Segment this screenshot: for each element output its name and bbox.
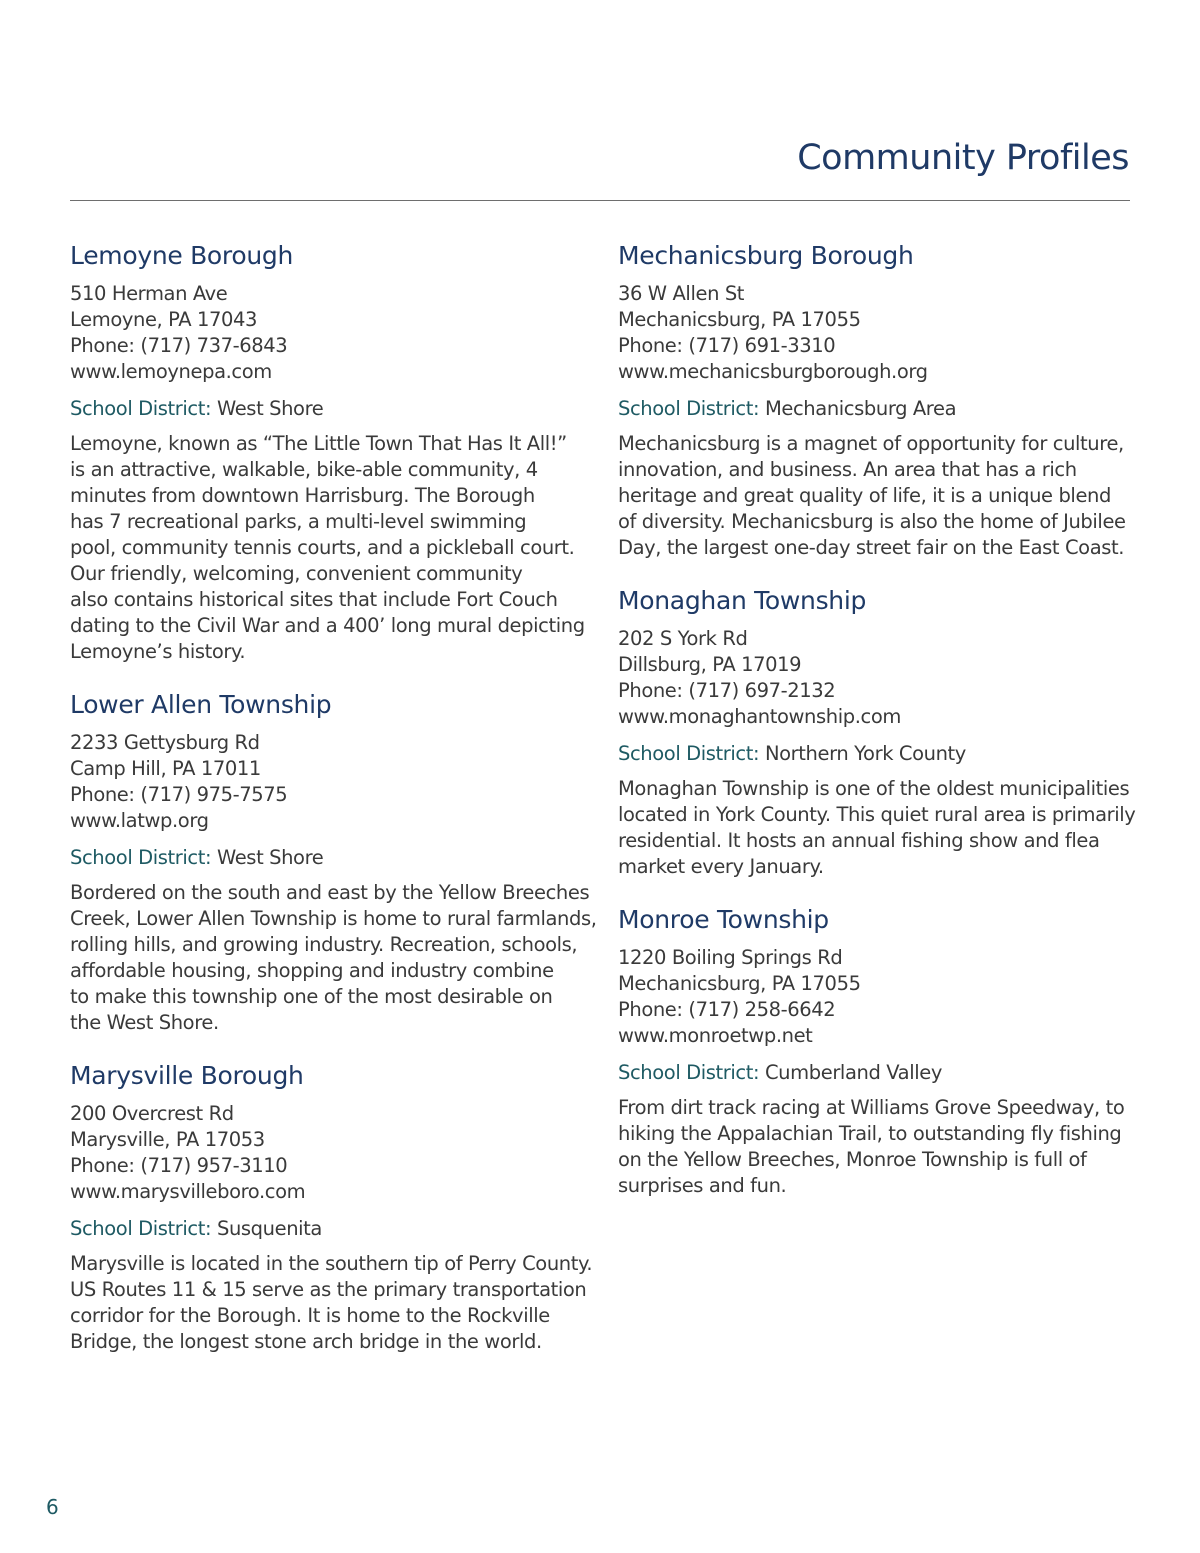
description-line: is an attractive, walkable, bike-able community, 4	[70, 458, 538, 481]
description-line: of diversity. Mechanicsburg is also the home of Jubilee	[618, 510, 1126, 533]
school-district-value: West Shore	[216, 846, 324, 869]
description-line: Lemoyne, known as “The Little Town That Has It All!”	[70, 432, 567, 455]
description-line: heritage and great quality of life, it is a unique blend	[618, 484, 1111, 507]
profile-website[interactable]: www.latwp.org	[70, 809, 209, 832]
profile-city: Marysville, PA 17053	[70, 1128, 265, 1151]
profile-website[interactable]: www.marysvilleboro.com	[70, 1180, 306, 1203]
profile-phone: Phone: (717) 258-6642	[618, 998, 836, 1021]
profile-lemoyne-borough	[70, 238, 600, 665]
school-district-value: West Shore	[216, 397, 324, 420]
profile-description	[618, 1095, 1148, 1199]
description-line: residential. It hosts an annual fishing show and flea	[618, 829, 1100, 852]
profile-marysville-borough	[70, 1058, 600, 1355]
description-line: also contains historical sites that include Fort Couch	[70, 588, 558, 611]
description-line: hiking the Appalachian Trail, to outstanding fly fishing	[618, 1122, 1122, 1145]
description-line: located in York County. This quiet rural area is primarily	[618, 803, 1136, 826]
description-line: corridor for the Borough. It is home to the Rockville	[70, 1304, 550, 1327]
description-line: US Routes 11 & 15 serve as the primary transportation	[70, 1278, 587, 1301]
profile-name: Lower Allen Township	[70, 690, 332, 719]
profile-address: 2233 Gettysburg Rd	[70, 731, 260, 754]
profile-description	[618, 431, 1148, 561]
profile-description	[618, 776, 1148, 880]
profile-phone: Phone: (717) 697-2132	[618, 679, 836, 702]
profile-name: Lemoyne Borough	[70, 241, 294, 270]
school-district-label: School District:	[70, 846, 212, 869]
profile-school-district	[70, 1216, 600, 1242]
description-line: Our friendly, welcoming, convenient community	[70, 562, 523, 585]
school-district-value: Mechanicsburg Area	[764, 397, 957, 420]
profile-phone: Phone: (717) 975-7575	[70, 783, 288, 806]
profile-phone: Phone: (717) 957-3110	[70, 1154, 288, 1177]
profile-city: Mechanicsburg, PA 17055	[618, 308, 861, 331]
description-line: Marysville is located in the southern tip of Perry County.	[70, 1252, 593, 1275]
description-line: Creek, Lower Allen Township is home to rural farmlands,	[70, 907, 597, 930]
profile-school-district	[70, 396, 600, 422]
header-divider	[70, 200, 1130, 201]
description-line: has 7 recreational parks, a multi-level swimming	[70, 510, 527, 533]
description-line: Day, the largest one-day street fair on the East Coast.	[618, 536, 1125, 559]
description-line: Bordered on the south and east by the Yellow Breeches	[70, 881, 590, 904]
profile-monroe-township	[618, 902, 1148, 1199]
profile-school-district	[618, 741, 1148, 767]
profile-city: Mechanicsburg, PA 17055	[618, 972, 861, 995]
description-line: affordable housing, shopping and industry combine	[70, 959, 554, 982]
description-line: dating to the Civil War and a 400’ long mural depicting	[70, 614, 585, 637]
description-line: the West Shore.	[70, 1011, 219, 1034]
profile-website[interactable]: www.monroetwp.net	[618, 1024, 813, 1047]
profile-name: Monroe Township	[618, 905, 829, 934]
profile-school-district	[70, 845, 600, 871]
school-district-label: School District:	[618, 1061, 760, 1084]
profile-mechanicsburg-borough	[618, 238, 1148, 561]
profile-address: 1220 Boiling Springs Rd	[618, 946, 843, 969]
school-district-value: Northern York County	[764, 742, 966, 765]
school-district-value: Cumberland Valley	[764, 1061, 942, 1084]
description-line: rolling hills, and growing industry. Recreation, schools,	[70, 933, 578, 956]
description-line: surprises and fun.	[618, 1174, 787, 1197]
description-line: market every January.	[618, 855, 824, 878]
page-number: 6	[46, 1495, 59, 1519]
page-title: Community Profiles	[797, 138, 1129, 178]
profile-phone: Phone: (717) 691-3310	[618, 334, 836, 357]
school-district-label: School District:	[70, 397, 212, 420]
description-line: Lemoyne’s history.	[70, 640, 246, 663]
description-line: minutes from downtown Harrisburg. The Borough	[70, 484, 535, 507]
profile-school-district	[618, 396, 1148, 422]
profile-phone: Phone: (717) 737-6843	[70, 334, 288, 357]
profile-address: 202 S York Rd	[618, 627, 748, 650]
profile-school-district	[618, 1060, 1148, 1086]
profile-name: Monaghan Township	[618, 586, 867, 615]
profile-description	[70, 1251, 600, 1355]
profile-lower-allen-township	[70, 687, 600, 1036]
profile-name: Marysville Borough	[70, 1061, 304, 1090]
description-line: on the Yellow Breeches, Monroe Township is full of	[618, 1148, 1087, 1171]
profile-website[interactable]: www.mechanicsburgborough.org	[618, 360, 928, 383]
profile-address: 200 Overcrest Rd	[70, 1102, 234, 1125]
profile-website[interactable]: www.lemoynepa.com	[70, 360, 272, 383]
school-district-value: Susquenita	[216, 1217, 322, 1240]
profile-name: Mechanicsburg Borough	[618, 241, 914, 270]
profile-address: 510 Herman Ave	[70, 282, 228, 305]
school-district-label: School District:	[70, 1217, 212, 1240]
profile-city: Lemoyne, PA 17043	[70, 308, 258, 331]
description-line: to make this township one of the most desirable on	[70, 985, 553, 1008]
profile-description	[70, 431, 600, 665]
profile-city: Dillsburg, PA 17019	[618, 653, 802, 676]
school-district-label: School District:	[618, 397, 760, 420]
profile-website[interactable]: www.monaghantownship.com	[618, 705, 901, 728]
profile-address: 36 W Allen St	[618, 282, 745, 305]
description-line: Mechanicsburg is a magnet of opportunity for culture,	[618, 432, 1124, 455]
profile-monaghan-township	[618, 583, 1148, 880]
description-line: Bridge, the longest stone arch bridge in the world.	[70, 1330, 542, 1353]
school-district-label: School District:	[618, 742, 760, 765]
profile-city: Camp Hill, PA 17011	[70, 757, 261, 780]
right-column	[618, 238, 1148, 1221]
description-line: innovation, and business. An area that has a rich	[618, 458, 1077, 481]
description-line: Monaghan Township is one of the oldest municipalities	[618, 777, 1130, 800]
description-line: From dirt track racing at Williams Grove Speedway, to	[618, 1096, 1125, 1119]
left-column	[70, 238, 600, 1377]
description-line: pool, community tennis courts, and a pickleball court.	[70, 536, 575, 559]
profile-description	[70, 880, 600, 1036]
